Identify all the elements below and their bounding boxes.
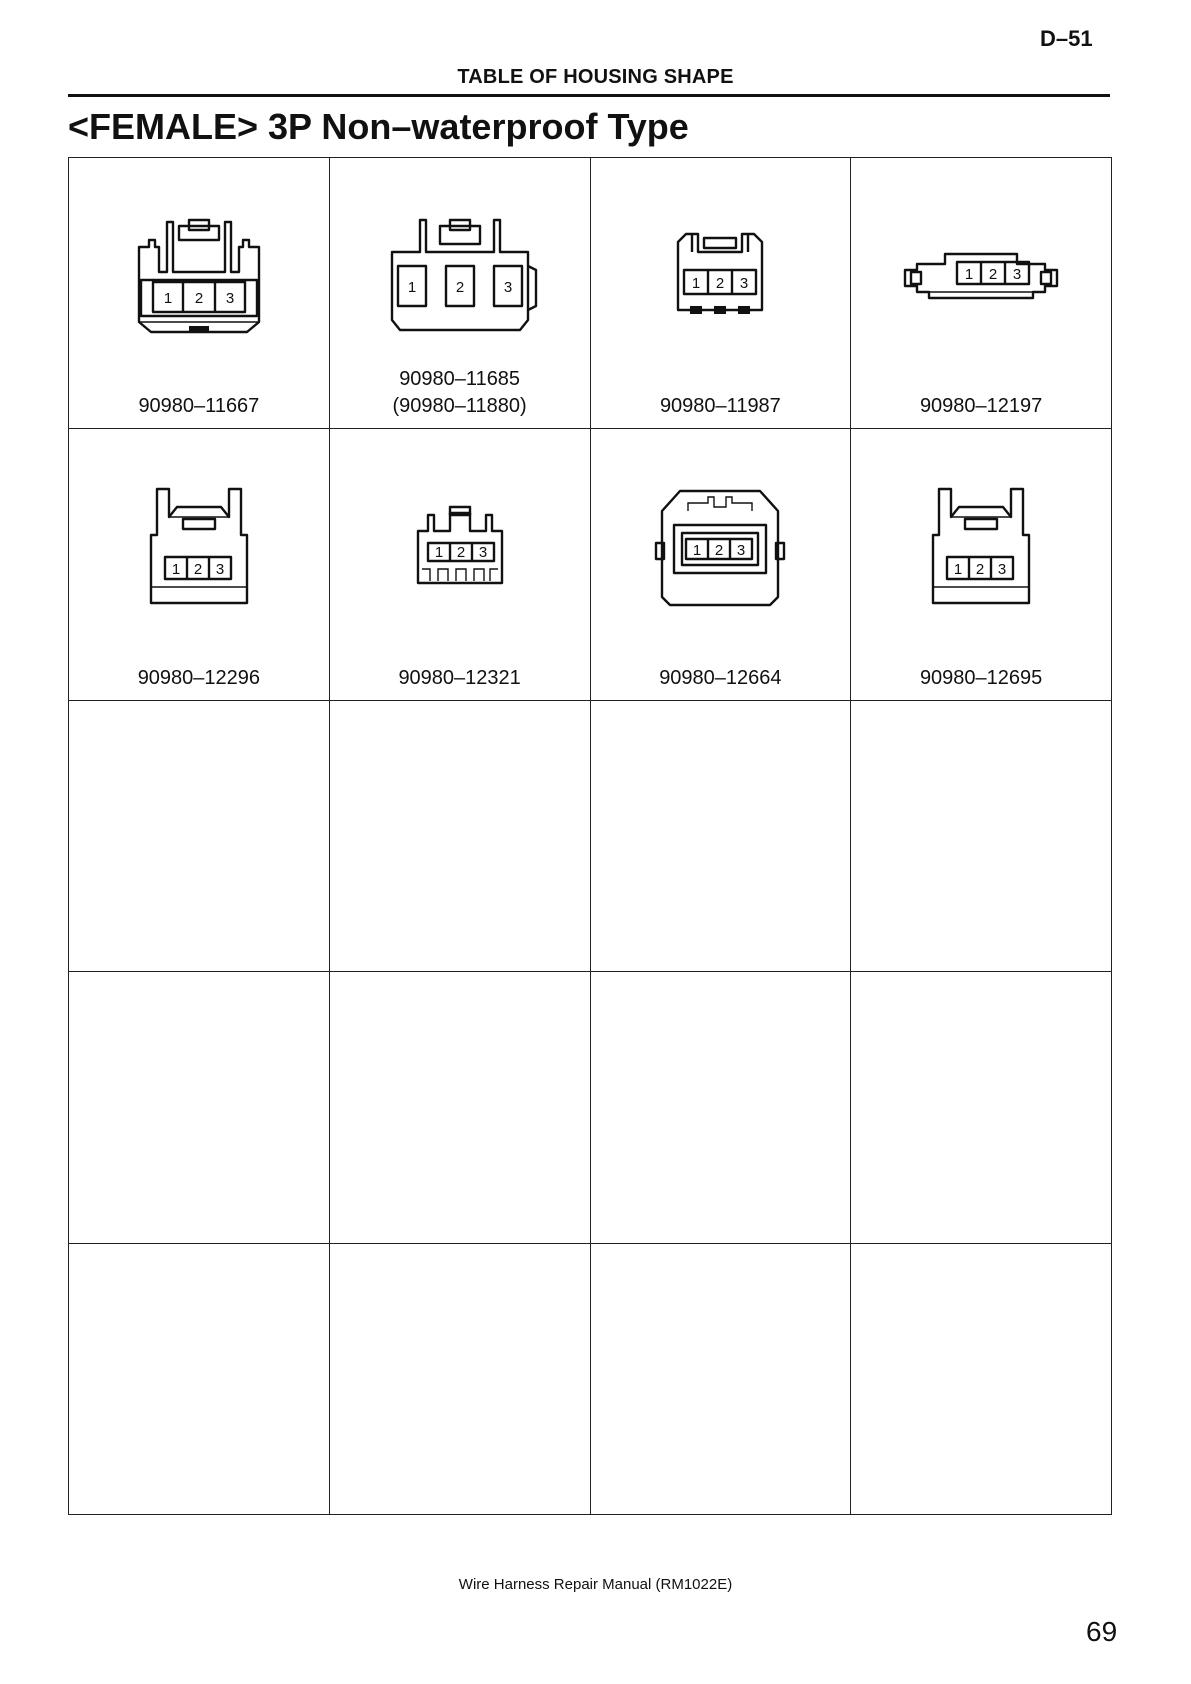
pin-label: 1 [953,561,963,579]
pin-label: 2 [988,266,998,283]
empty-cell [851,701,1112,972]
table-cell [69,429,330,700]
footer-manual-title: Wire Harness Repair Manual (RM1022E) [458,1576,733,1593]
part-number-label [330,366,590,420]
page-code: D–51 [1040,26,1093,51]
pin-label: 3 [215,561,225,579]
table-cell [69,158,330,429]
table-cell [330,429,591,700]
connector-housing-icon [370,202,550,352]
part-number: 90980–11667 [138,395,260,418]
table-cell [851,429,1112,700]
connector-housing-icon [891,473,1071,623]
empty-cell [851,1244,1112,1515]
header-rule [68,94,1110,97]
part-number-label [591,393,851,420]
page-title: <FEMALE> 3P Non–waterproof Type [68,106,689,147]
pin-label: 2 [193,561,203,579]
part-number-label [851,665,1111,692]
pin-label: 2 [456,544,465,562]
pin-label: 1 [434,544,443,562]
pin-label: 1 [693,542,702,560]
table-cell [591,429,852,700]
section-title: TABLE OF HOUSING SHAPE [457,66,734,88]
pin-label: 3 [737,542,746,560]
pin-label: 2 [194,290,204,307]
pin-label: 3 [740,275,749,292]
part-number: 90980–11685 [399,368,521,391]
part-number: 90980–12296 [137,666,261,689]
empty-cell [69,1244,330,1515]
empty-cell [851,972,1112,1243]
empty-cell [69,972,330,1243]
connector-housing-icon [370,473,550,623]
part-number-label [69,665,329,692]
empty-cell [591,701,852,972]
part-number: 90980–12695 [919,666,1043,689]
housing-shape-table [68,157,1112,1515]
pin-label: 1 [171,561,181,579]
pin-label: 1 [692,275,701,292]
part-number-label [69,393,329,420]
alt-part-number: (90980–11880) [392,395,527,418]
part-number: 90980–12321 [398,666,521,689]
part-number: 90980–12664 [659,666,782,689]
pin-label: 2 [715,542,724,560]
empty-cell [591,972,852,1243]
empty-cell [69,701,330,972]
pin-label: 1 [407,279,416,296]
pin-label: 2 [455,279,464,296]
pin-label: 2 [716,275,725,292]
pin-label: 1 [163,290,173,307]
pin-label: 3 [503,279,512,296]
connector-housing-icon [630,202,810,352]
empty-cell [330,701,591,972]
empty-cell [330,972,591,1243]
pin-label: 1 [964,266,974,283]
table-cell [851,158,1112,429]
part-number: 90980–12197 [919,395,1043,418]
pin-label: 3 [1012,266,1022,283]
connector-housing-icon [630,473,810,623]
pin-label: 3 [997,561,1007,579]
part-number-label [851,393,1111,420]
pin-label: 3 [478,544,487,562]
table-cell [330,158,591,429]
empty-cell [591,1244,852,1515]
connector-housing-icon [109,202,289,352]
part-number-label [591,665,851,692]
connector-housing-icon [109,473,289,623]
pin-label: 3 [225,290,235,307]
page-number: 69 [1086,1616,1118,1647]
empty-cell [330,1244,591,1515]
pin-label: 2 [975,561,985,579]
table-cell [591,158,852,429]
part-number: 90980–11987 [659,395,781,418]
connector-housing-icon [891,202,1071,352]
part-number-label [330,665,590,692]
